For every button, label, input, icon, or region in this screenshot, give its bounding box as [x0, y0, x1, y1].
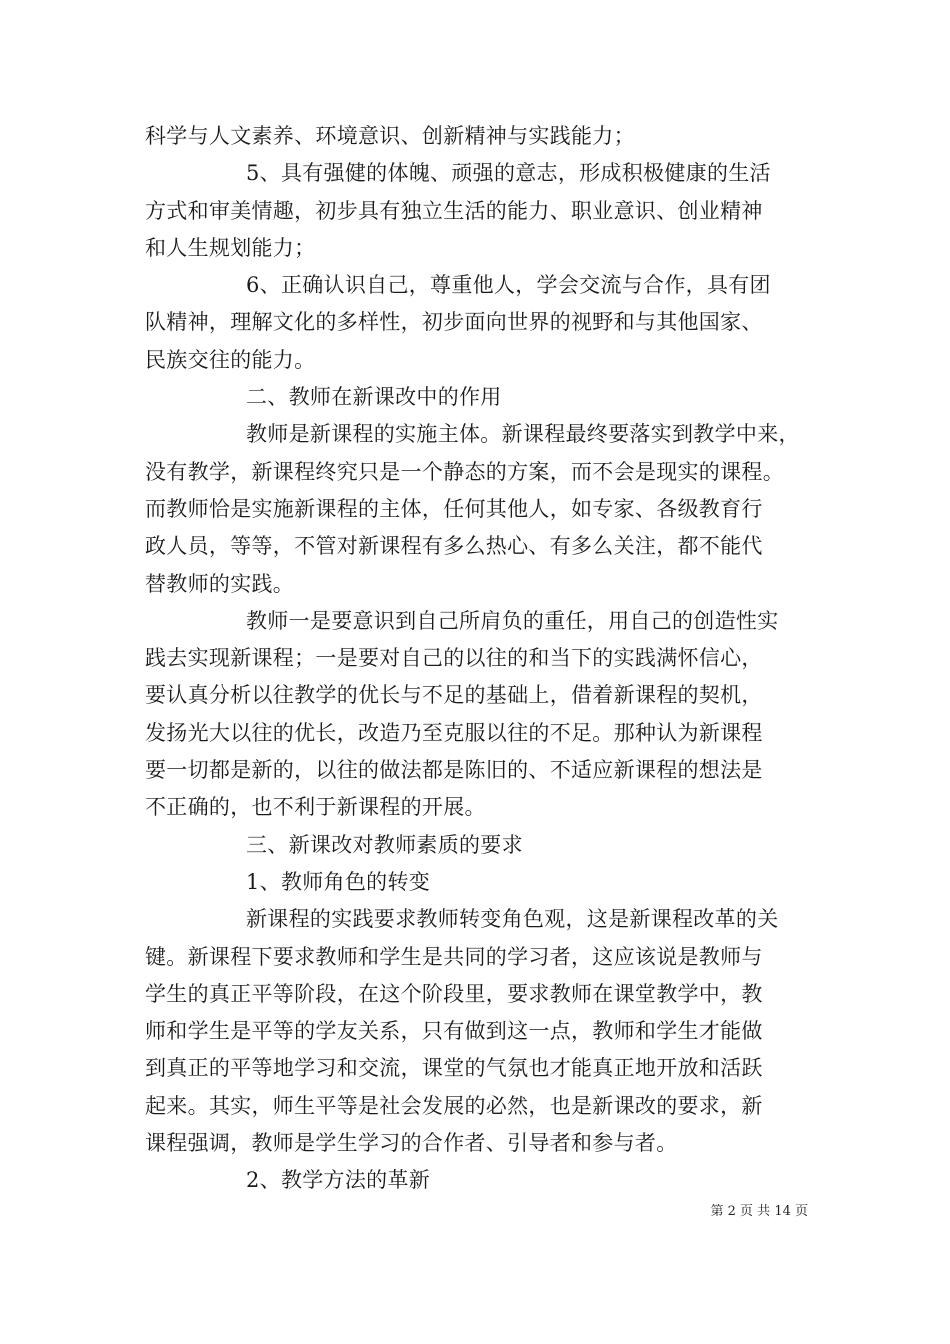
text-line: 民族交往的能力。: [145, 347, 316, 372]
text-line: 和人生规划能力；: [145, 235, 316, 260]
text-line: 发扬光大以往的优长，改造乃至克服以往的不足。那种认为新课程: [145, 720, 763, 745]
text-line: 2、教学方法的革新: [246, 1168, 431, 1193]
text-line: 要一切都是新的，以往的做法都是陈旧的、不适应新课程的想法是: [145, 758, 763, 783]
text-line: 要认真分析以往教学的优长与不足的基础上，借着新课程的契机，: [145, 683, 763, 708]
document-body: [145, 118, 809, 1200]
text-line: 师和学生是平等的学友关系，只有做到这一点，教师和学生才能做: [145, 1019, 763, 1044]
text-line: 科学与人文素养、环境意识、创新精神与实践能力；: [145, 124, 635, 148]
text-line: 新课程的实践要求教师转变角色观，这是新课程改革的关: [246, 907, 779, 932]
text-line: 方式和审美情趣，初步具有独立生活的能力、职业意识、创业精神: [145, 198, 763, 223]
text-line: 课程强调，教师是学生学习的合作者、引导者和参与者。: [145, 1131, 678, 1156]
text-line: 政人员，等等，不管对新课程有多么热心、有多么关注，都不能代: [145, 534, 763, 559]
text-line: 三、新课改对教师素质的要求: [246, 832, 523, 857]
text-line: 替教师的实践。: [145, 571, 295, 596]
text-line: 1、教师角色的转变: [246, 869, 431, 894]
text-line: 教师一是要意识到自己所肩负的重任，用自己的创造性实: [246, 608, 779, 633]
text-line: 5、具有强健的体魄、顽强的意志，形成积极健康的生活: [246, 161, 771, 186]
text-line: 教师是新课程的实施主体。新课程最终要落实到教学中来，: [246, 422, 800, 447]
text-line: 键。新课程下要求教师和学生是共同的学习者，这应该说是教师与: [145, 944, 763, 969]
text-line: 到真正的平等地学习和交流，课堂的气氛也才能真正地开放和活跃: [145, 1056, 763, 1081]
text-line: 学生的真正平等阶段，在这个阶段里，要求教师在课堂教学中，教: [145, 981, 763, 1006]
text-line: 6、正确认识自己，尊重他人，学会交流与合作，具有团: [246, 273, 771, 298]
text-line: 起来。其实，师生平等是社会发展的必然，也是新课改的要求，新: [145, 1093, 763, 1118]
text-line: 践去实现新课程；一是要对自己的以往的和当下的实践满怀信心，: [145, 646, 763, 671]
text-line: 而教师恰是实施新课程的主体，任何其他人，如专家、各级教育行: [145, 496, 763, 521]
text-line: 二、教师在新课改中的作用: [246, 385, 502, 410]
page-number-footer: 第 2 页 共 14 页: [710, 1204, 808, 1219]
text-line: 没有教学，新课程终究只是一个静态的方案，而不会是现实的课程。: [145, 459, 784, 484]
text-line: 不正确的，也不利于新课程的开展。: [145, 795, 486, 820]
text-line: 队精神，理解文化的多样性，初步面向世界的视野和与其他国家、: [145, 310, 763, 335]
